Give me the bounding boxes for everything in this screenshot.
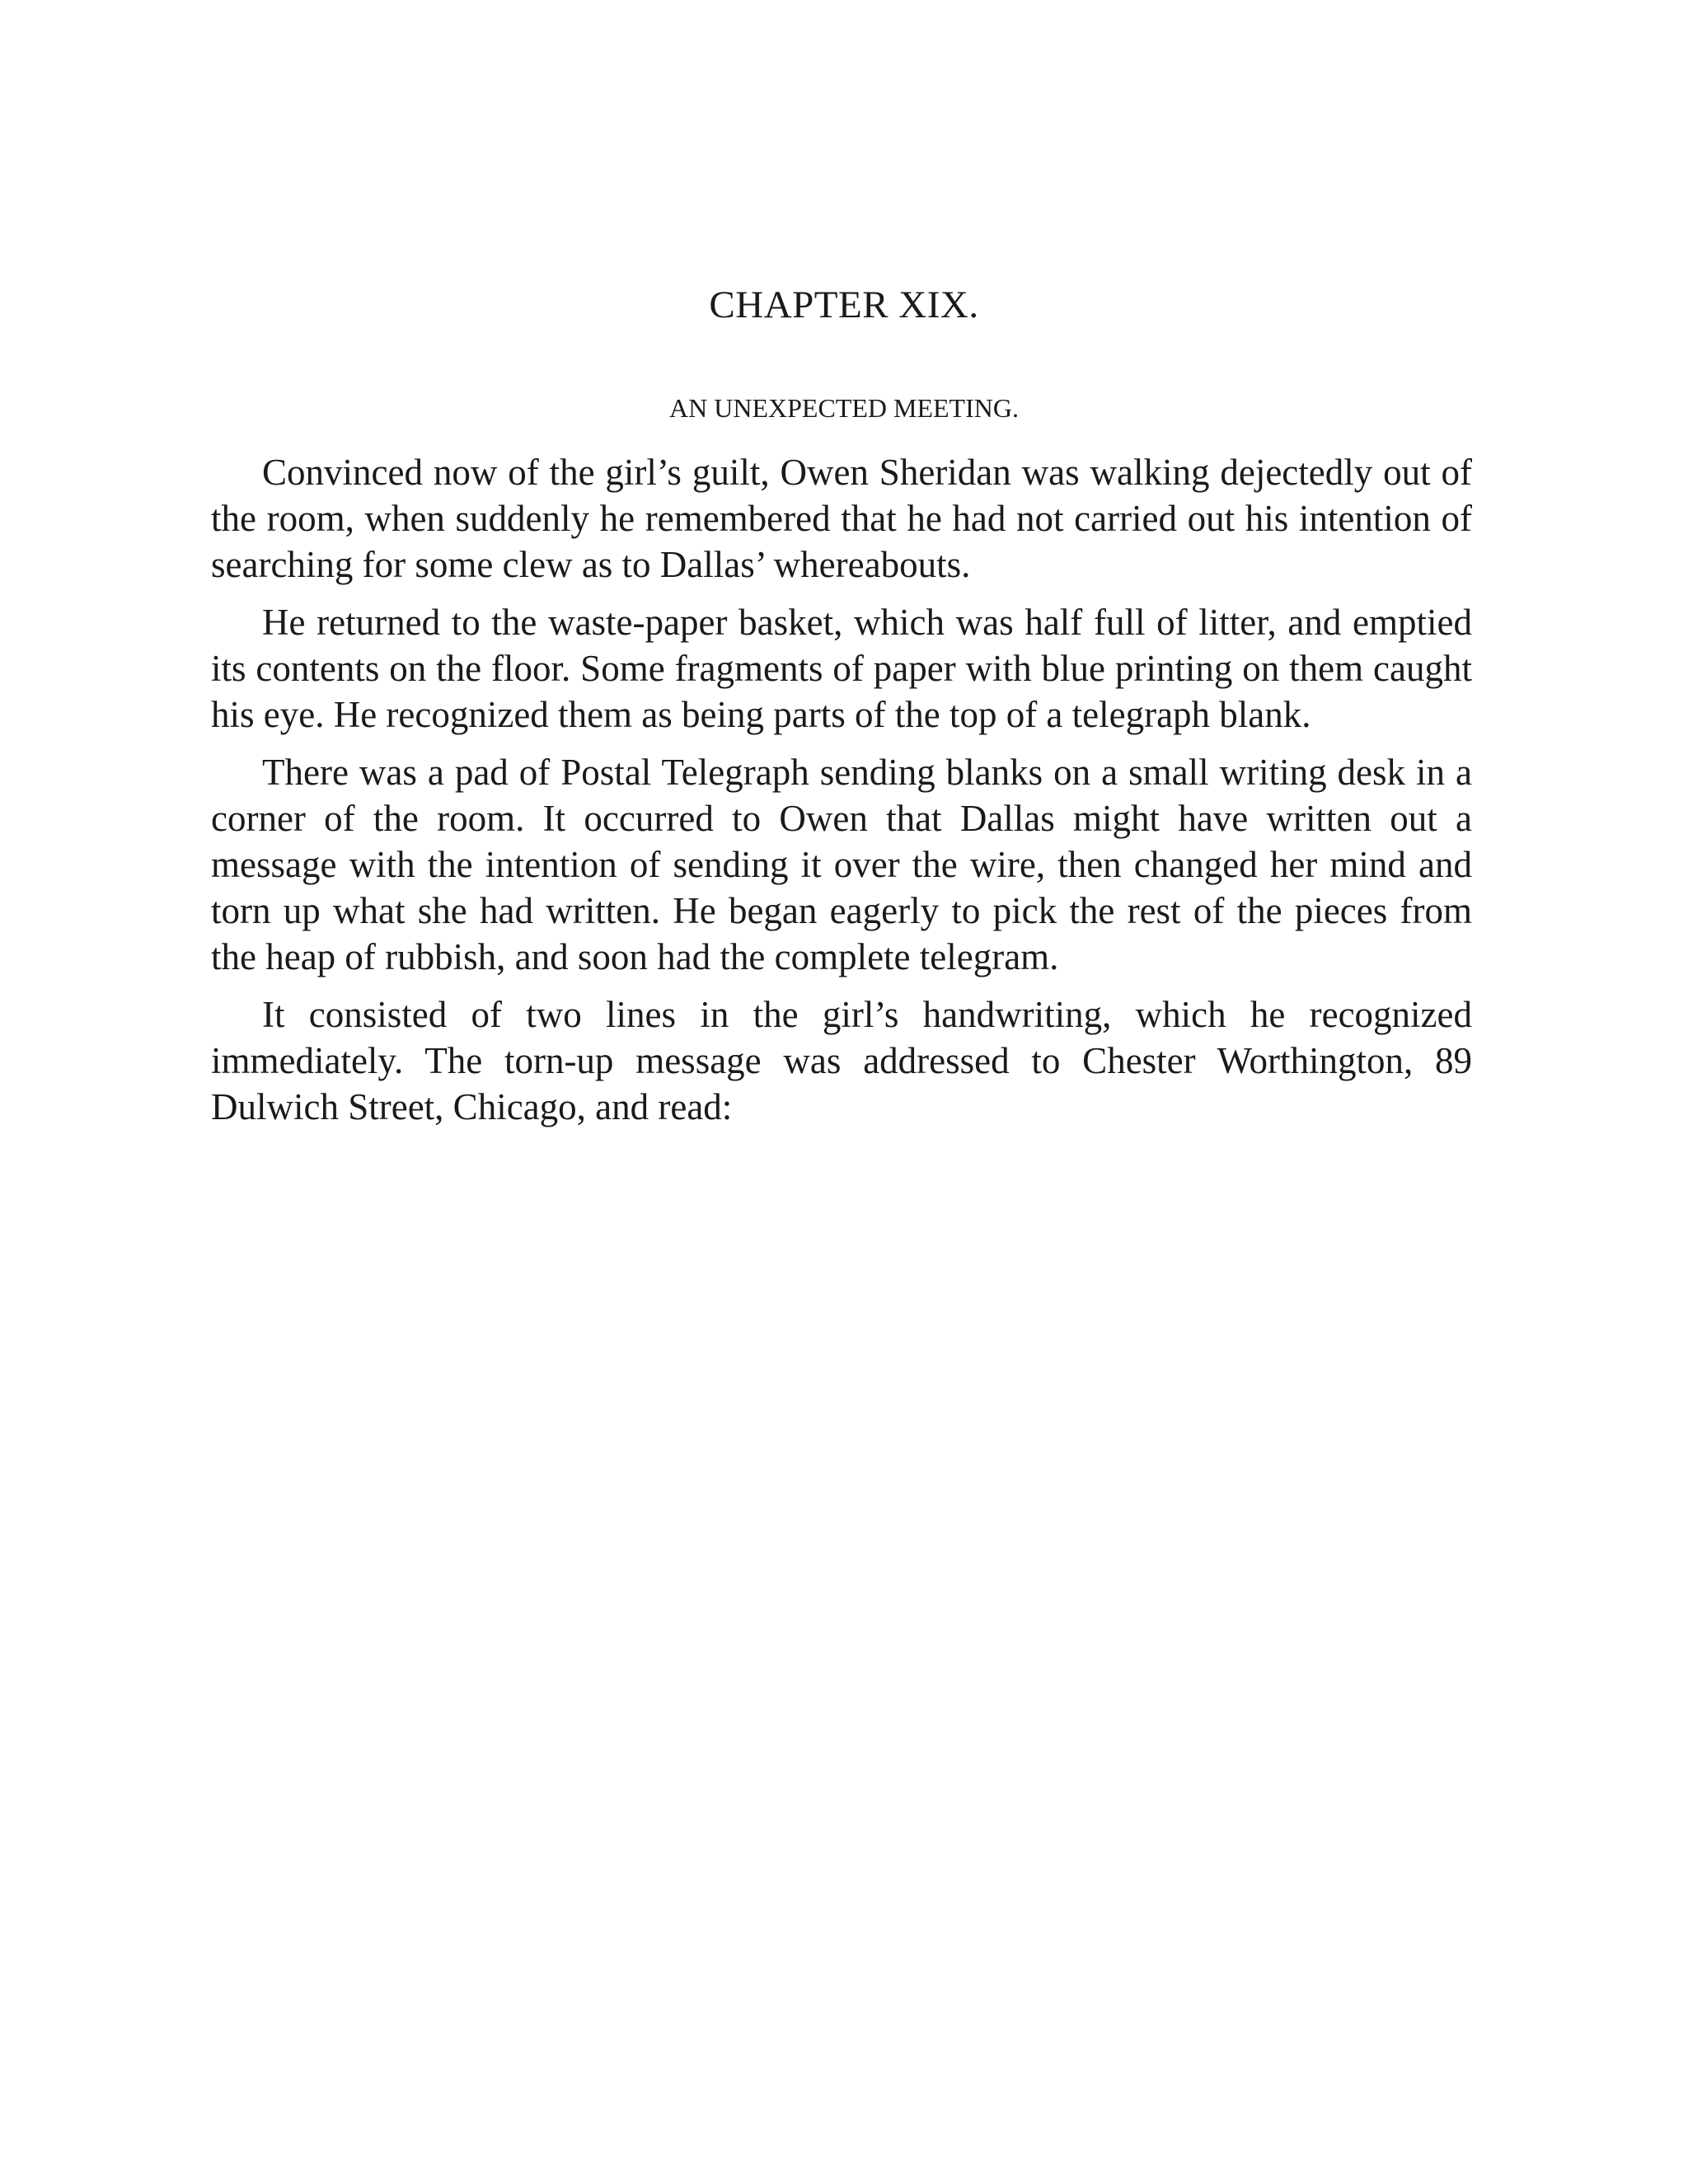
chapter-body <box>211 449 1472 1141</box>
paragraph: Convinced now of the girl’s guilt, Owen Sheridan was walking dejectedly out of the room, when suddenly he remembered that he had not carried out his intention of searching for some clew as to Dallas’ whereabouts. <box>211 452 1472 585</box>
paragraph: It consisted of two lines in the girl’s handwriting, which he recognized immediately. The torn-up message was addressed to Chester Worthington, 89 Dulwich Street, Chicago, and read: <box>211 994 1472 1127</box>
chapter-subtitle: AN UNEXPECTED MEETING. <box>669 393 1019 423</box>
chapter-title: CHAPTER XIX. <box>709 284 979 326</box>
paragraph: There was a pad of Postal Telegraph sending blanks on a small writing desk in a corner of the room. It occurred to Owen that Dallas might have written out a message with the intention of sending it over the wire, then changed her mind and torn up what she had written. He began eagerly to pick the rest of the pieces from the heap of rubbish, and soon had the complete telegram. <box>211 752 1472 977</box>
paragraph: He returned to the waste-paper basket, which was half full of litter, and emptied its contents on the floor. Some fragments of paper with blue printing on them caught his eye. He recognized them as being parts of the top of a telegraph blank. <box>211 602 1472 735</box>
